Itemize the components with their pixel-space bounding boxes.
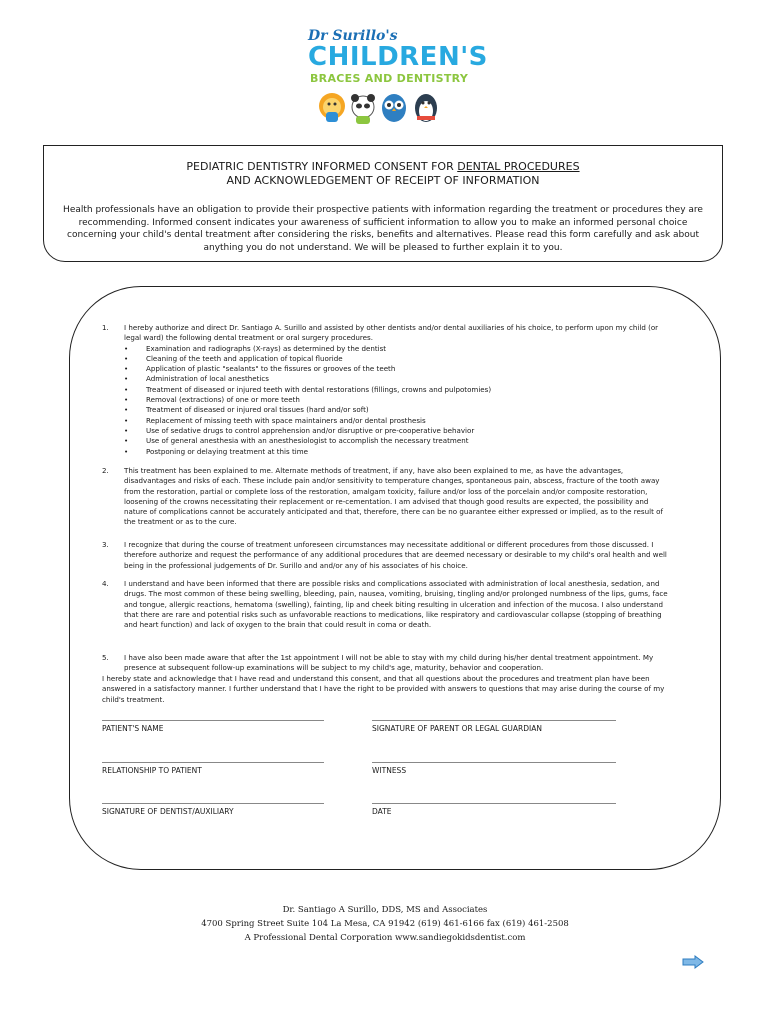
intro-paragraph: Health professionals have an obligation to provide their prospective patients with information regarding the treatment or procedures they are recommending. Informed consent indicates your awareness of sufficient information to allow you to make an informed personal choice concerning your child's dental treatment after considering the risks, benefits and alternatives. Please read this form carefully and ask about anything you do not understand. We will be pleased to further explain it to you. — [63, 205, 703, 253]
form-title — [44, 160, 722, 188]
item-number-3: 3. — [102, 540, 109, 549]
dentist-signature-field[interactable] — [102, 803, 324, 816]
title-underlined: DENTAL PROCEDURES — [457, 160, 580, 173]
dentist-signature-label: SIGNATURE OF DENTIST/AUXILIARY — [102, 807, 234, 816]
date-label: DATE — [372, 807, 392, 816]
procedure-item: • Administration of local anesthetics — [124, 374, 669, 384]
item-number-4: 4. — [102, 579, 109, 588]
consent-item-5: I have also been made aware that after the 1st appointment I will not be able to stay with my child during his/her dental treatment appointment. My presence at subsequent follow-up examinations will be subject to my child's age, maturity, behavior and cooperation. — [124, 653, 654, 673]
procedure-item: • Examination and radiographs (X-rays) as determined by the dentist — [124, 344, 669, 354]
item-text-1: I hereby authorize and direct Dr. Santiago A. Surillo and assisted by other dentists and/or dental auxiliaries of his choice, to perform upon my child (or legal ward) the following dental treatment or oral surgery procedures. — [124, 323, 659, 343]
consent-header-box — [43, 145, 723, 262]
witness-field[interactable] — [372, 762, 616, 775]
procedure-item: • Use of sedative drugs to control apprehension and/or disruptive or pre-cooperative behavior — [124, 426, 669, 436]
procedure-item: • Use of general anesthesia with an anesthesiologist to accomplish the necessary treatment — [124, 436, 669, 446]
logo-line-1: Dr Surillo's — [308, 28, 398, 44]
practice-logo — [300, 28, 488, 128]
procedure-item: • Application of plastic "sealants" to the fissures or grooves of the teeth — [124, 364, 669, 374]
parent-signature-field[interactable] — [372, 720, 616, 733]
procedure-item: • Removal (extractions) of one or more teeth — [124, 395, 669, 405]
consent-item-1 — [124, 323, 669, 457]
relationship-label: RELATIONSHIP TO PATIENT — [102, 766, 202, 775]
next-page-arrow-icon[interactable] — [682, 955, 704, 969]
title-line-2: AND ACKNOWLEDGEMENT OF RECEIPT OF INFORMATION — [226, 174, 540, 187]
animal-mascots-icon — [318, 86, 458, 126]
patient-name-field[interactable] — [102, 720, 324, 733]
patient-name-label: PATIENT'S NAME — [102, 724, 164, 733]
item-number-1: 1. — [102, 323, 109, 332]
footer-line-2: 4700 Spring Street Suite 104 La Mesa, CA 91942 (619) 461-6166 fax (619) 461-2508 — [201, 919, 569, 929]
footer-line-3: A Professional Dental Corporation www.sandiegokidsdentist.com — [244, 933, 526, 943]
practice-footer — [0, 903, 770, 945]
consent-item-4: I understand and have been informed that there are possible risks and complications associated with administration of local anesthesia, sedation, and drugs. The most common of these being swelling, bleeding, pain, nausea, vomiting, bruising, tingling and/or prolonged numbness of the lips, gums, face and tongue, allergic reactions, hematoma (swelling), fainting, lip and cheek biting resulting in ulceration and infection of the mucosa. I also understand that there are rare and potential risks such as unfavorable reactions to medications, like respiratory and cardiovascular collapse (stopping of breathing and heart function) and lack of oxygen to the brain that could result in coma or death. — [124, 579, 668, 630]
relationship-field[interactable] — [102, 762, 324, 775]
witness-label: WITNESS — [372, 766, 407, 775]
closing-statement: I hereby state and acknowledge that I have read and understand this consent, and that all questions about the procedures and treatment plan have been answered in a satisfactory manner. I further understand that I have the right to be provided with answers to questions that may arise during the course of my child's treatment. — [102, 674, 665, 704]
title-prefix: PEDIATRIC DENTISTRY INFORMED CONSENT FOR — [186, 160, 454, 173]
procedure-item: • Cleaning of the teeth and application of topical fluoride — [124, 354, 669, 364]
item-number-2: 2. — [102, 466, 109, 475]
procedure-item: • Replacement of missing teeth with space maintainers and/or dental prosthesis — [124, 416, 669, 426]
consent-item-2: This treatment has been explained to me. Alternate methods of treatment, if any, have also been explained to me, as have the advantages, disadvantages and risks of each. These include pain and/or sensitivity to temperature changes, spontaneous pain, abscess, fracture of the tooth away from the restoration, partial or complete loss of the restoration, amalgam toxicity, failure and/or loss of the porcelain and/or composite restoration, loosening of the crowns necessitating their replacement or re-cementation. I am advised that though good results are expected, the possibility and nature of complications cannot be accurately anticipated and that, therefore, there can be no guarantee either expressed or implied, as to the result of the treatment or as to the cure. — [124, 466, 663, 527]
procedure-list — [124, 344, 669, 457]
logo-line-3: BRACES AND DENTISTRY — [310, 72, 469, 85]
logo-line-2: CHILDREN'S — [308, 42, 488, 72]
parent-signature-label: SIGNATURE OF PARENT OR LEGAL GUARDIAN — [372, 724, 542, 733]
consent-item-3: I recognize that during the course of treatment unforeseen circumstances may necessitate additional or different procedures from those discussed. I therefore authorize and request the performance of any additional procedures that are deemed necessary or desirable to my child's oral health and well being in the professional judgements of Dr. Surillo and and/or any of his associates of his choice. — [124, 540, 667, 570]
procedure-item: • Treatment of diseased or injured teeth with dental restorations (fillings, crowns and pulpotomies) — [124, 385, 669, 395]
item-number-5: 5. — [102, 653, 109, 662]
footer-line-1: Dr. Santiago A Surillo, DDS, MS and Associates — [282, 905, 488, 915]
procedure-item: • Postponing or delaying treatment at this time — [124, 447, 669, 457]
date-field[interactable] — [372, 803, 616, 816]
procedure-item: • Treatment of diseased or injured oral tissues (hard and/or soft) — [124, 405, 669, 415]
